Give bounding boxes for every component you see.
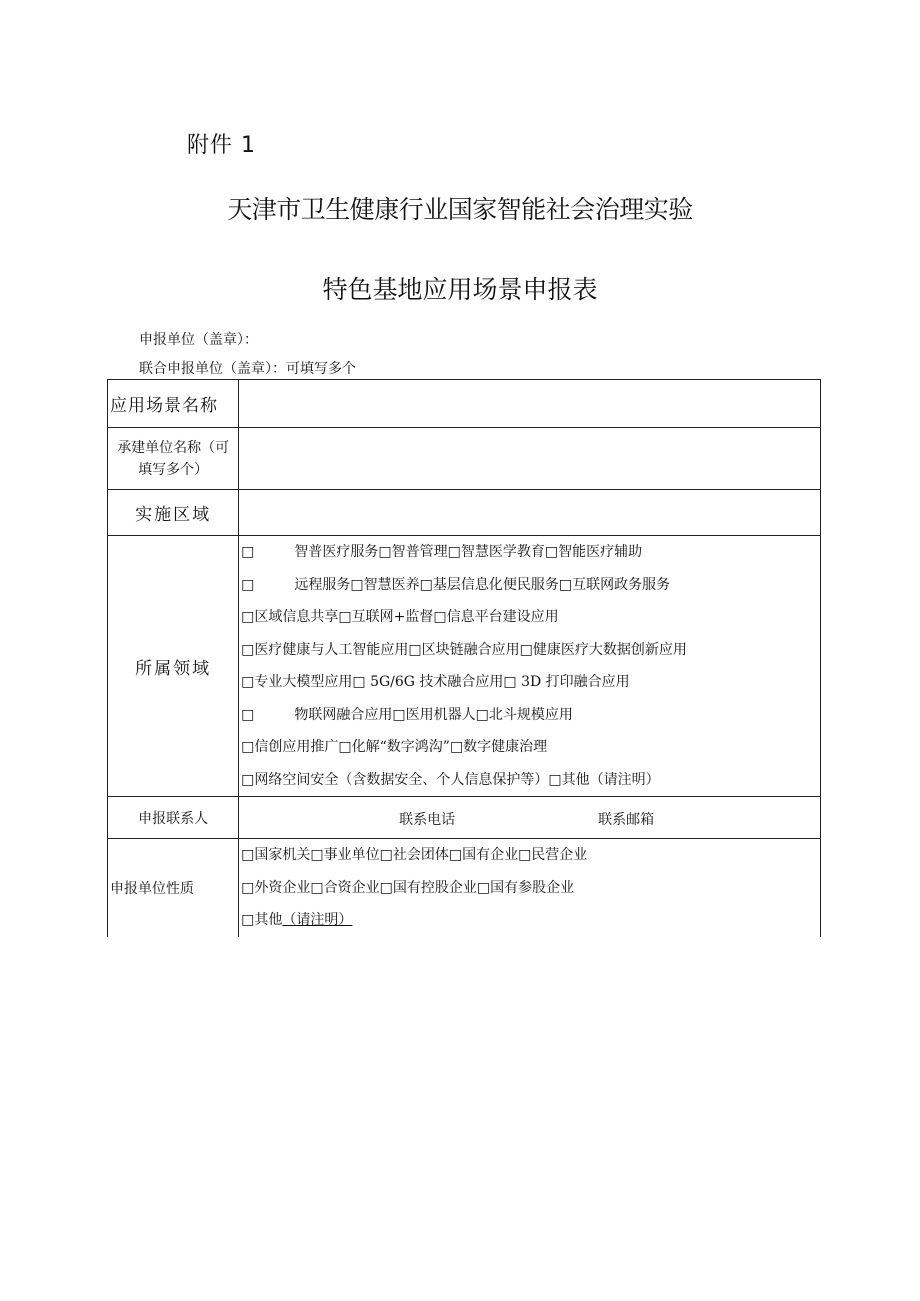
scene-name-row: [108, 380, 821, 428]
applicant-unit-label: 申报单位（盖章）：: [139, 332, 258, 348]
field-option-line[interactable]: [239, 699, 820, 732]
field-option-text: 物联网融合应用□医用机器人□北斗规模应用: [294, 706, 573, 723]
application-form-table: [107, 379, 821, 937]
field-option-line[interactable]: [239, 601, 820, 634]
field-option-line[interactable]: [239, 731, 820, 764]
field-option-text: □医疗健康与人工智能应用□区块链融合应用□健康医疗大数据创新应用: [241, 641, 687, 658]
field-option-line[interactable]: [239, 764, 820, 797]
checkbox-icon[interactable]: □: [241, 544, 255, 560]
field-options: [239, 536, 821, 797]
attachment-label: 附件 1: [187, 133, 256, 158]
nature-options: [239, 839, 821, 937]
form-title-line-1: 天津市卫生健康行业国家智能社会治理实验: [227, 195, 693, 224]
scene-name-field[interactable]: [239, 380, 821, 428]
area-field[interactable]: [239, 490, 821, 536]
area-row: [108, 490, 821, 536]
checkbox-icon[interactable]: □: [241, 706, 255, 723]
form-title-line-2: 特色基地应用场景申报表: [322, 275, 598, 304]
contact-field[interactable]: [239, 797, 821, 839]
email-label: 联系邮箱: [598, 812, 655, 828]
nature-row: [108, 839, 821, 937]
contact-row: [108, 797, 821, 839]
field-option-text: 智普医疗服务□智普管理□智慧医学教育□智能医疗辅助: [294, 544, 643, 560]
field-row: [108, 536, 821, 797]
builder-field[interactable]: [239, 428, 821, 490]
field-option-text: □网络空间安全（含数据安全、个人信息保护等）□其他（请注明）: [241, 771, 660, 788]
field-option-text: □区域信息共享□互联网+监督□信息平台建设应用: [241, 609, 559, 625]
nature-other-note: （请注明）: [282, 912, 353, 928]
nature-other-prefix: □其他: [241, 912, 283, 928]
nature-option-line[interactable]: □国家机关□事业单位□社会团体□国有企业□民营企业: [241, 847, 588, 863]
nature-label: 申报单位性质: [108, 839, 239, 937]
builder-label: 承建单位名称（可填写多个）: [108, 428, 239, 490]
field-option-line[interactable]: [239, 634, 820, 667]
builder-row: [108, 428, 821, 490]
area-label: 实施区域: [108, 490, 239, 536]
field-option-text: 远程服务□智慧医养□基层信息化便民服务□互联网政务服务: [294, 576, 671, 593]
field-option-text: □信创应用推广□化解“数字鸿沟”□数字健康治理: [241, 739, 548, 755]
field-option-line[interactable]: [239, 569, 820, 602]
field-option-line[interactable]: [239, 536, 820, 569]
field-option-text: □专业大模型应用□ 5G∕6G 技术融合应用□ 3D 打印融合应用: [241, 674, 630, 690]
field-option-line[interactable]: [239, 666, 820, 699]
field-label: 所属领域: [108, 536, 239, 797]
phone-label: 联系电话: [399, 812, 456, 828]
nature-option-line[interactable]: [239, 904, 820, 937]
contact-label: 申报联系人: [108, 797, 239, 839]
joint-unit-label: 联合申报单位（盖章）：可填写多个: [139, 361, 356, 377]
checkbox-icon[interactable]: □: [241, 576, 255, 593]
nature-option-line[interactable]: □外资企业□合资企业□国有控股企业□国有参股企业: [241, 879, 575, 896]
scene-name-label: 应用场景名称: [108, 380, 239, 428]
